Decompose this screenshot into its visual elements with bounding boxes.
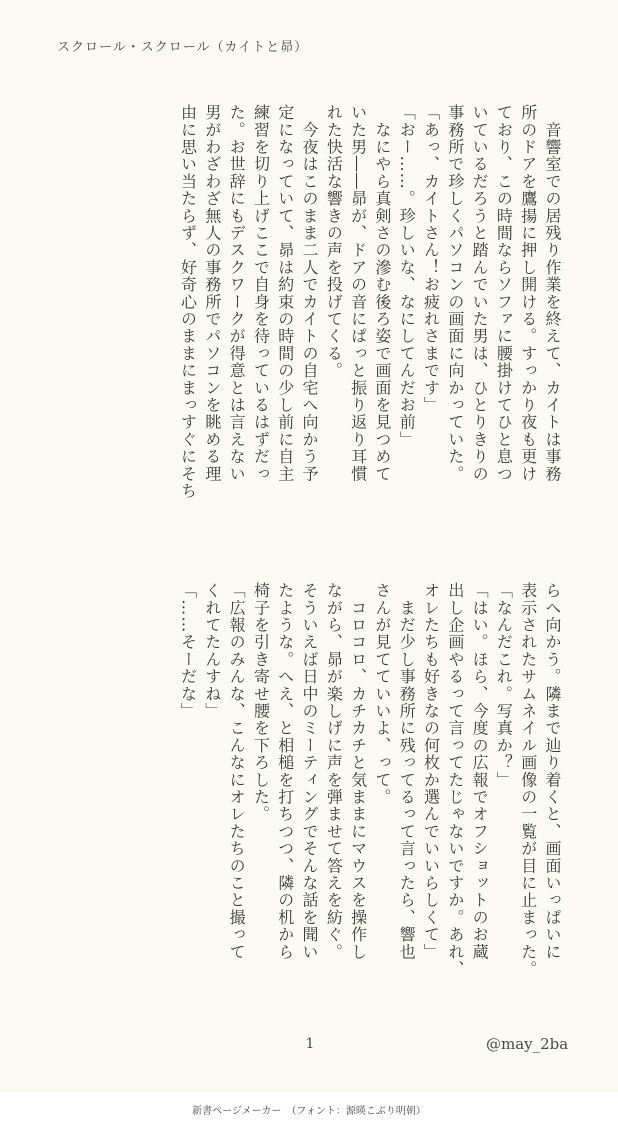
text-line: れた快活な響きの声を投げてくる。 (324, 104, 344, 380)
page-number: 1 (305, 1036, 315, 1052)
text-line: 今夜はこのまま二人でカイトの自宅へ向かう予 (300, 104, 320, 483)
text-line: ており、この時間ならソファに腰掛けてひと息つ (494, 104, 514, 483)
text-line: 由に思い当たらず、好奇心のままにまっすぐにそち (178, 104, 198, 500)
text-line: らへ向かう。隣まで辿り着くと、画面いっぱいに (543, 582, 562, 961)
page-title: スクロール・スクロール（カイトと昴） (57, 40, 309, 55)
lower-text-block (52, 582, 564, 1002)
text-line: 「はい。ほら、今度の広報でオフショットのお蔵 (470, 582, 490, 961)
text-line: なにやら真剣さの滲む後ろ姿で画面を見つめて (372, 104, 392, 483)
text-line: 音響室での居残り作業を終えて、カイトは事務 (543, 104, 562, 483)
text-line: まだ少し事務所に残ってるって言ったら、響也 (397, 582, 417, 961)
text-line: 椅子を引き寄せ腰を下ろした。 (251, 582, 271, 823)
author-handle: @may_2ba (486, 1035, 569, 1053)
text-line: 「あっ、カイトさん！お疲れさまです」 (421, 104, 441, 414)
text-line: 「……そーだな」 (178, 582, 198, 720)
text-line: 表示されたサムネイル画像の一覧が目に止まった。 (518, 582, 538, 978)
footer-credit: 新書ページメーカー （フォント：源暎こぶり明朝） (192, 1106, 426, 1117)
text-line: 「広報のみんな、こんなにオレたちのこと撮って (227, 582, 247, 961)
text-line: 出し企画やるって言ってたじゃないですか。あれ、 (445, 582, 465, 978)
upper-text-block (52, 104, 564, 524)
text-line: たような。へえ、と相槌を打ちつつ、隣の机から (275, 582, 295, 961)
text-line: ながら、昴が楽しげに声を弾ませて答えを紡ぐ。 (324, 582, 344, 961)
text-line: 所のドアを鷹揚に押し開ける。すっかり夜も更け (518, 104, 538, 483)
text-line: さんが見てていいよ、って。 (372, 582, 392, 806)
text-line: そういえば日中のミーティングでそんな話を聞い (300, 582, 320, 961)
text-line: 事務所で珍しくパソコンの画面に向かっていた。 (445, 104, 465, 483)
text-line: た。お世辞にもデスクワークが得意とは言えない (227, 104, 247, 483)
text-line: いた男――昴が、ドアの音にぱっと振り返り耳慣 (348, 104, 368, 483)
text-line: くれてたんすね」 (202, 582, 222, 720)
text-line: 定になっていて、昴は約束の時間の少し前に自主 (275, 104, 295, 483)
text-line: コロコロ、カチカチと気ままにマウスを操作し (348, 582, 368, 961)
text-line: 男がわざわざ無人の事務所でパソコンを眺める理 (202, 104, 222, 483)
text-line: 「なんだこれ。写真か？」 (494, 582, 514, 789)
text-line: 「おー……。珍しいな、なにしてんだお前」 (397, 104, 417, 448)
text-line: オレたちも好きなの何枚か選んでいいらしくて」 (421, 582, 441, 961)
text-line: 練習を切り上げここで自身を待っているはずだっ (251, 104, 271, 483)
text-line: いているだろうと踏んでいた男は、ひとりきりの (470, 104, 490, 483)
